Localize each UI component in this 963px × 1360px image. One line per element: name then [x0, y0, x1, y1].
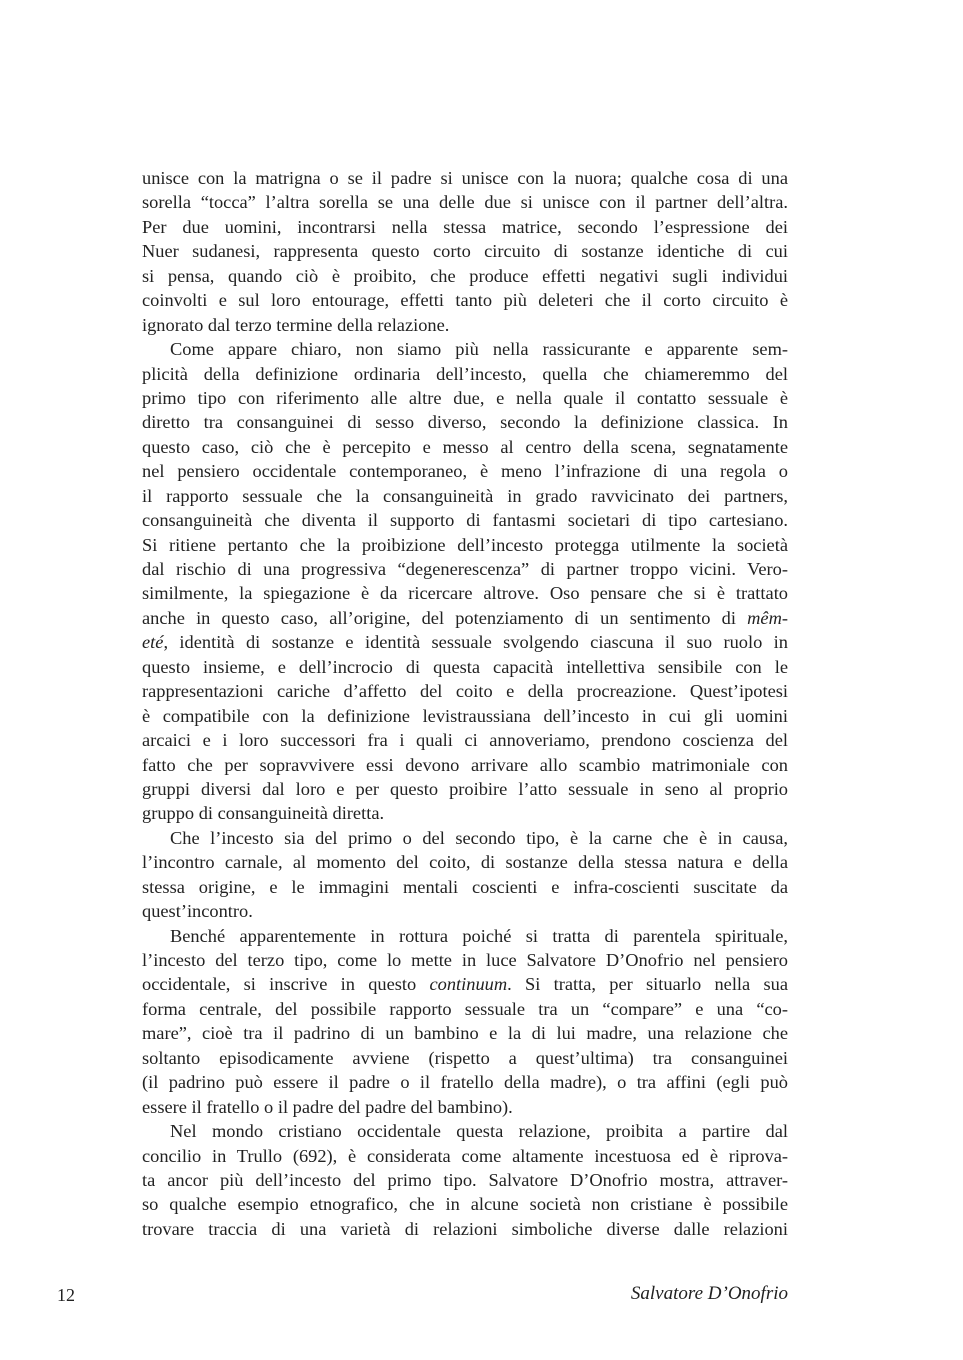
text-line: [142, 288, 788, 312]
text-line-content: rappresentazioni cariche d’affetto del coito e della procreazione. Quest’ipotesi: [142, 681, 788, 702]
text-line-content: primo tipo con riferimento alle altre due, e nella quale il contatto sessuale è: [142, 387, 788, 408]
text-line-content: soltanto episodicamente avviene (rispetto a quest’ultima) tra consanguinei: [142, 1047, 788, 1068]
text-line: [142, 728, 788, 752]
text-line-content: Benché apparentemente in rottura poiché si tratta di parentela spirituale,: [170, 925, 788, 946]
text-line: [142, 1046, 788, 1070]
text-line-content: diretto tra consanguinei di sesso diverso, secondo la definizione classica. In: [142, 412, 788, 433]
text-line: [142, 190, 788, 214]
text-line: [142, 777, 788, 801]
text-line: [142, 239, 788, 263]
text-line: [142, 753, 788, 777]
italic-term: eté: [142, 632, 164, 653]
text-line-content: quest’incontro.: [142, 901, 253, 922]
text-line: [142, 533, 788, 557]
text-line: [142, 801, 788, 825]
text-line: [142, 508, 788, 532]
text-line: [142, 1192, 788, 1216]
text-line-content: plicità della definizione ordinaria dell’incesto, quella che chiameremmo del: [142, 363, 788, 384]
text-line: [142, 875, 788, 899]
text-line-continuation: , identità di sostanze e identità sessuale svolgendo ciascuna il suo ruolo in: [163, 632, 788, 653]
italic-term: mêm-: [747, 607, 788, 628]
text-line-content: so qualche esempio etnografico, che in alcune società non cristiane è possibile: [142, 1194, 788, 1215]
text-line-content: ta ancor più dell’incesto del primo tipo. Salvatore D’Onofrio mostra, attraver-: [142, 1169, 788, 1190]
text-line-content: concilio in Trullo (692), è considerata come altamente incestuosa ed è riprova-: [142, 1145, 788, 1166]
text-line: [142, 484, 788, 508]
text-line: [142, 264, 788, 288]
text-line-content: unisce con la matrigna o se il padre si unisce con la nuora; qualche cosa di una: [142, 168, 788, 188]
text-line: [142, 166, 788, 190]
text-line: [142, 313, 788, 337]
text-line-content: si pensa, quando ciò è proibito, che produce effetti negativi sugli individui: [142, 265, 788, 286]
text-line-content: similmente, la spiegazione è da ricercare altrove. Oso pensare che si è trattato: [142, 583, 788, 604]
text-line: [142, 679, 788, 703]
text-line: [142, 899, 788, 923]
text-line-content: Nel mondo cristiano occidentale questa relazione, proibita a partire dal: [170, 1121, 788, 1142]
text-line: [142, 1095, 788, 1119]
text-line-content: stessa origine, e le immagini mentali coscienti e infra-coscienti suscitate da: [142, 876, 788, 897]
text-line-content: gruppo di consanguineità diretta.: [142, 803, 385, 824]
text-line-content: mare”, cioè tra il padrino di un bambino e la di lui madre, una relazione che: [142, 1023, 788, 1044]
text-line-content: arcaici e i loro successori fra i quali ci annoveriamo, prendono coscienza del: [142, 730, 788, 751]
text-line-content: Che l’incesto sia del primo o del secondo tipo, è la carne che è in causa,: [170, 827, 788, 848]
text-line-content: (il padrino può essere il padre o il fratello della madre), o tra affini (egli può: [142, 1072, 788, 1093]
text-line-content: dal rischio di una progressiva “degenerescenza” di partner troppo vicini. Vero-: [142, 559, 788, 579]
text-line-content: fatto che per sopravvivere essi devono arrivare allo scambio matrimoniale con: [142, 754, 788, 775]
italic-term: continuum: [429, 974, 508, 995]
text-line: [142, 972, 788, 996]
text-line-content: sorella “tocca” l’altra sorella se una delle due si unisce con il partner dell’altra.: [142, 192, 788, 213]
text-line: [142, 924, 788, 948]
text-line: [142, 362, 788, 386]
text-line-content: il rapporto sessuale che la consanguineità in grado ravvicinato dei partners,: [142, 485, 788, 506]
text-line-content: forma centrale, del possibile rapporto sessuale tra un “compare” e una “co-: [142, 998, 788, 1019]
text-line: [142, 1144, 788, 1168]
text-line-content: essere il fratello o il padre del padre del bambino).: [142, 1096, 513, 1117]
text-line: [142, 1070, 788, 1094]
text-line-content: occidentale, si inscrive in questo: [142, 974, 430, 995]
text-line-content: coinvolti e sul loro entourage, effetti tanto più deleteri che il corto circuito è: [142, 290, 788, 311]
text-line: [142, 1021, 788, 1045]
text-line-content: è compatibile con la definizione levistraussiana dell’incesto in cui gli uomini: [142, 705, 788, 726]
text-line-content: ignorato dal terzo termine della relazione.: [142, 314, 450, 335]
text-line: [142, 850, 788, 874]
text-line: [142, 215, 788, 239]
text-line: [142, 630, 788, 654]
text-line: [142, 581, 788, 605]
page-number: 12: [57, 1285, 75, 1305]
text-line: [142, 826, 788, 850]
text-line: [142, 557, 788, 581]
text-line-content: Si ritiene pertanto che la proibizione dell’incesto protegga utilmente la società: [142, 534, 788, 555]
text-line-content: l’incesto del terzo tipo, come lo mette in luce Salvatore D’Onofrio nel pensiero: [142, 950, 788, 970]
text-line: [142, 337, 788, 361]
text-line: [142, 1119, 788, 1143]
text-line-content: questo insieme, e dell’incrocio di questa capacità intellettiva sensibile con le: [142, 656, 788, 677]
text-line: [142, 1217, 788, 1241]
text-line: [142, 1168, 788, 1192]
text-line-content: Come appare chiaro, non siamo più nella rassicurante e apparente sem-: [170, 339, 788, 360]
text-line: [142, 435, 788, 459]
text-line-content: l’incontro carnale, al momento del coito, di sostanze della stessa natura e della: [142, 852, 788, 873]
text-line-content: Per due uomini, incontrarsi nella stessa matrice, secondo l’espressione dei: [142, 216, 788, 237]
running-foot: Salvatore D’Onofrio: [630, 1283, 788, 1304]
text-line: [142, 997, 788, 1021]
text-line-content: anche in questo caso, all’origine, del potenziamento di un sentimento di: [142, 607, 748, 628]
body-text: [142, 166, 788, 1241]
text-line: [142, 655, 788, 679]
text-line: [142, 704, 788, 728]
text-line: [142, 410, 788, 434]
text-line: [142, 459, 788, 483]
text-line: [142, 606, 788, 630]
text-line-content: consanguineità che diventa il supporto di fantasmi societari di tipo cartesiano.: [142, 510, 788, 531]
text-line-content: trovare traccia di una varietà di relazioni simboliche diverse dalle relazioni: [142, 1218, 788, 1239]
text-line-content: Nuer sudanesi, rappresenta questo corto circuito di sostanze identiche di cui: [142, 241, 788, 262]
text-line-continuation: . Si tratta, per situarlo nella sua: [507, 974, 788, 995]
text-line-content: gruppi diversi dal loro e per questo proibire l’atto sessuale in seno al proprio: [142, 778, 788, 799]
text-line: [142, 386, 788, 410]
text-line: [142, 948, 788, 972]
text-line-content: nel pensiero occidentale contemporaneo, è meno l’infrazione di una regola o: [142, 461, 788, 482]
text-line-content: questo caso, ciò che è percepito e messo al centro della scena, segnatamente: [142, 436, 788, 457]
